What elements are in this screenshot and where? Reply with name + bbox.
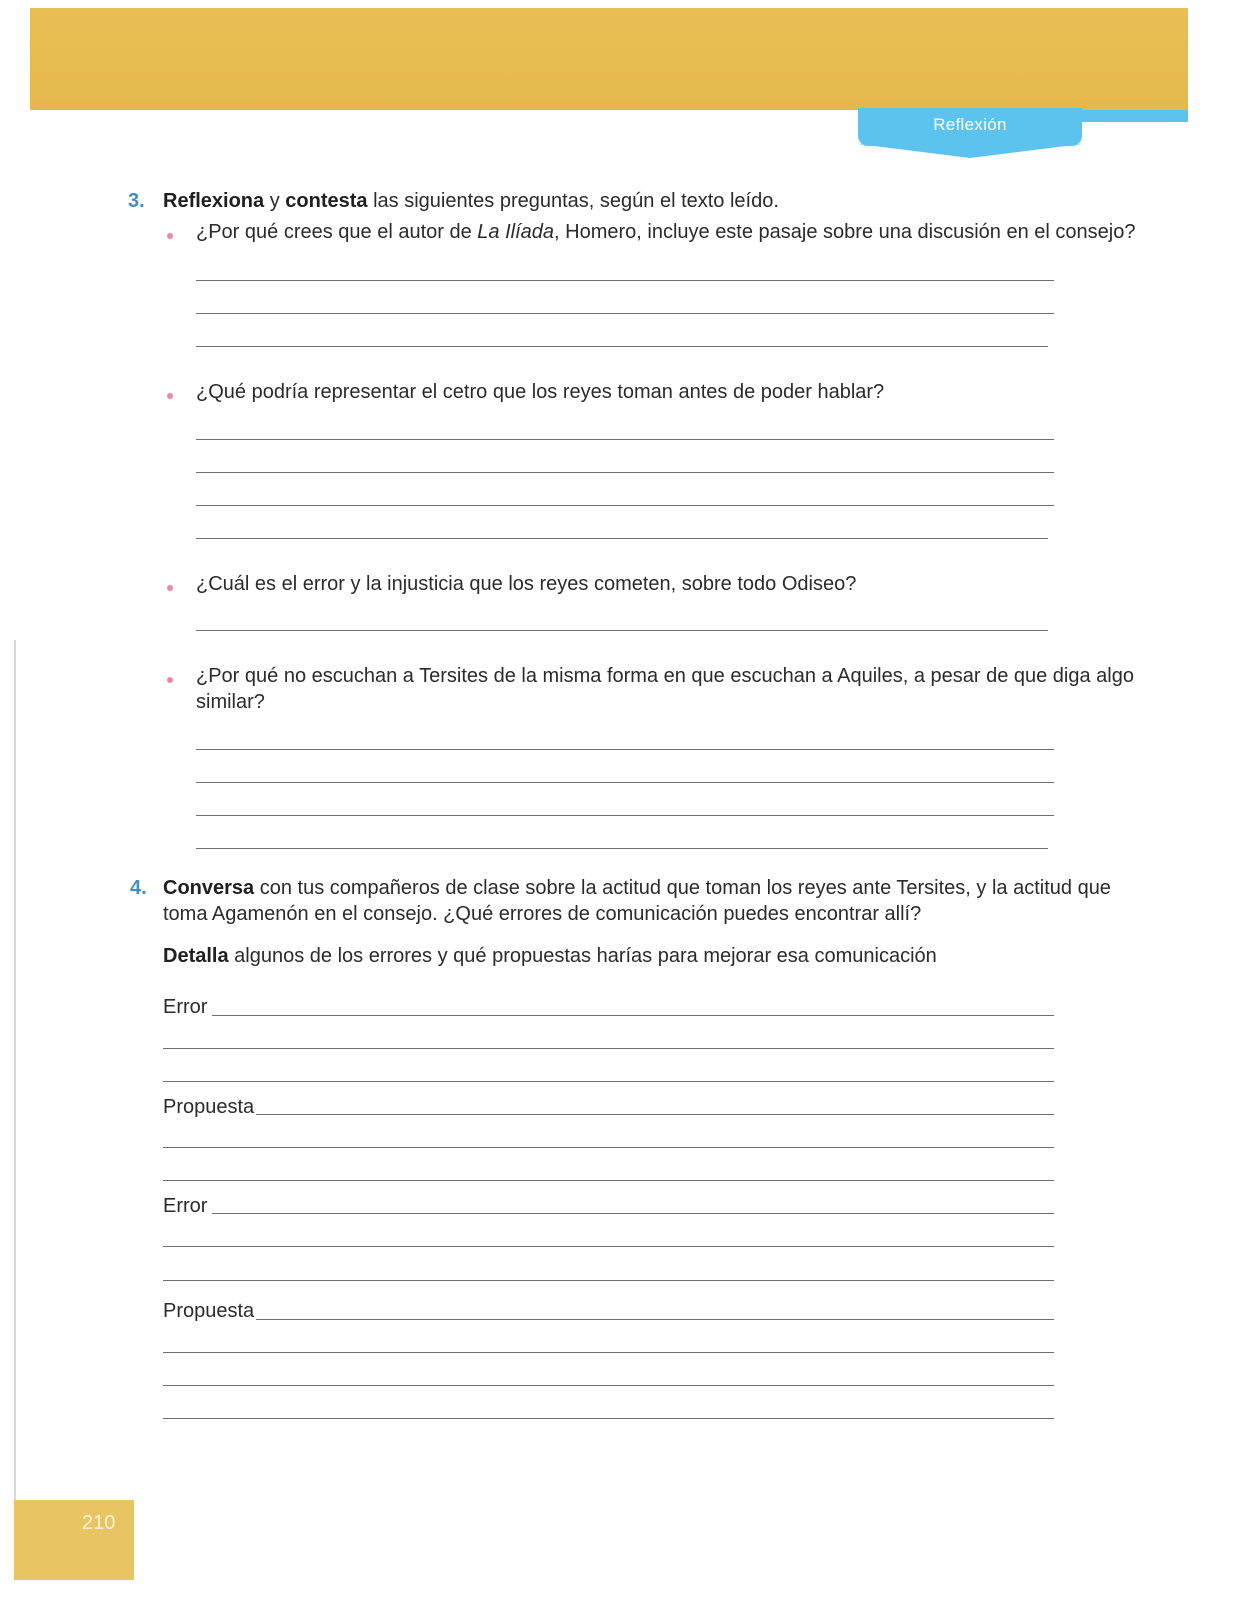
question-3-bullet-4-line-1: ¿Por qué no escuchan a Tersites de la misma forma en que escuchan a Aquiles, a pesar de que diga algo: [196, 665, 1134, 687]
question-3-conj: y: [264, 190, 286, 212]
question-4-prompt-line-2: toma Agamenón en el consejo. ¿Qué errores de comunicación puedes encontrar allí?: [163, 903, 922, 925]
bullet-icon: [167, 585, 173, 591]
page-number: 210: [82, 1512, 116, 1534]
answer-line[interactable]: [196, 313, 1054, 314]
answer-line[interactable]: [196, 346, 1048, 347]
question-3-verb-contesta: contesta: [285, 190, 368, 212]
error-answer-line[interactable]: [212, 1015, 1054, 1016]
margin-rule: [14, 640, 16, 1500]
bullet-icon: [167, 233, 173, 239]
answer-line[interactable]: [196, 280, 1054, 281]
error-answer-line[interactable]: [212, 1213, 1054, 1214]
question-4-prompt-line-1: [163, 875, 1111, 902]
question-3-text: las siguientes preguntas, según el texto leído.: [367, 190, 779, 212]
error-label: Error: [163, 996, 208, 1018]
answer-line[interactable]: [196, 848, 1048, 849]
bullet-icon: [167, 677, 173, 683]
answer-line[interactable]: [163, 1147, 1054, 1148]
bullet-icon: [167, 393, 173, 399]
question-3-bullet-3: ¿Cuál es el error y la injusticia que los reyes cometen, sobre todo Odiseo?: [196, 573, 857, 595]
question-4-text: con tus compañeros de clase sobre la actitud que toman los reyes ante Tersites, y la actitud que: [254, 877, 1111, 899]
page-number-box: [14, 1500, 134, 1580]
answer-line[interactable]: [163, 1352, 1054, 1353]
answer-line[interactable]: [163, 1081, 1054, 1082]
answer-line[interactable]: [163, 1180, 1054, 1181]
answer-line[interactable]: [163, 1418, 1054, 1419]
propuesta-answer-line[interactable]: [256, 1114, 1054, 1115]
question-3-verb-reflexiona: Reflexiona: [163, 190, 265, 212]
propuesta-label: Propuesta: [163, 1300, 255, 1322]
answer-line[interactable]: [163, 1048, 1054, 1049]
question-4-number: 4.: [130, 877, 147, 899]
bullet-1-text-post: , Homero, incluye este pasaje sobre una discusión en el consejo?: [554, 221, 1136, 243]
section-tab: [858, 108, 1082, 146]
answer-line[interactable]: [196, 815, 1054, 816]
propuesta-answer-line[interactable]: [256, 1319, 1054, 1320]
answer-line[interactable]: [196, 538, 1048, 539]
error-label: Error: [163, 1195, 208, 1217]
question-3-bullet-4-line-2: similar?: [196, 691, 265, 713]
section-tab-label: Reflexión: [933, 115, 1007, 134]
answer-line[interactable]: [163, 1280, 1054, 1281]
question-4-verb-conversa: Conversa: [163, 877, 255, 899]
question-4-instruction: [163, 943, 937, 970]
answer-line[interactable]: [196, 472, 1054, 473]
question-3-bullet-1: [196, 219, 1135, 246]
propuesta-label: Propuesta: [163, 1096, 255, 1118]
answer-line[interactable]: [196, 749, 1054, 750]
question-4-instruction-text: algunos de los errores y qué propuestas harías para mejorar esa comunicación: [228, 945, 937, 967]
bullet-1-book-title: La Ilíada: [477, 221, 555, 243]
question-4-verb-detalla: Detalla: [163, 945, 229, 967]
answer-line[interactable]: [196, 505, 1054, 506]
question-3-bullet-2: ¿Qué podría representar el cetro que los reyes toman antes de poder hablar?: [196, 381, 885, 403]
question-3-number: 3.: [128, 190, 145, 212]
answer-line[interactable]: [163, 1385, 1054, 1386]
answer-line[interactable]: [196, 439, 1054, 440]
header-accent-strip: [1082, 110, 1188, 122]
bullet-1-text-pre: ¿Por qué crees que el autor de: [196, 221, 478, 243]
answer-line[interactable]: [196, 782, 1054, 783]
answer-line[interactable]: [196, 630, 1048, 631]
question-3-prompt: [163, 188, 779, 215]
header-band: [30, 8, 1188, 110]
answer-line[interactable]: [163, 1246, 1054, 1247]
